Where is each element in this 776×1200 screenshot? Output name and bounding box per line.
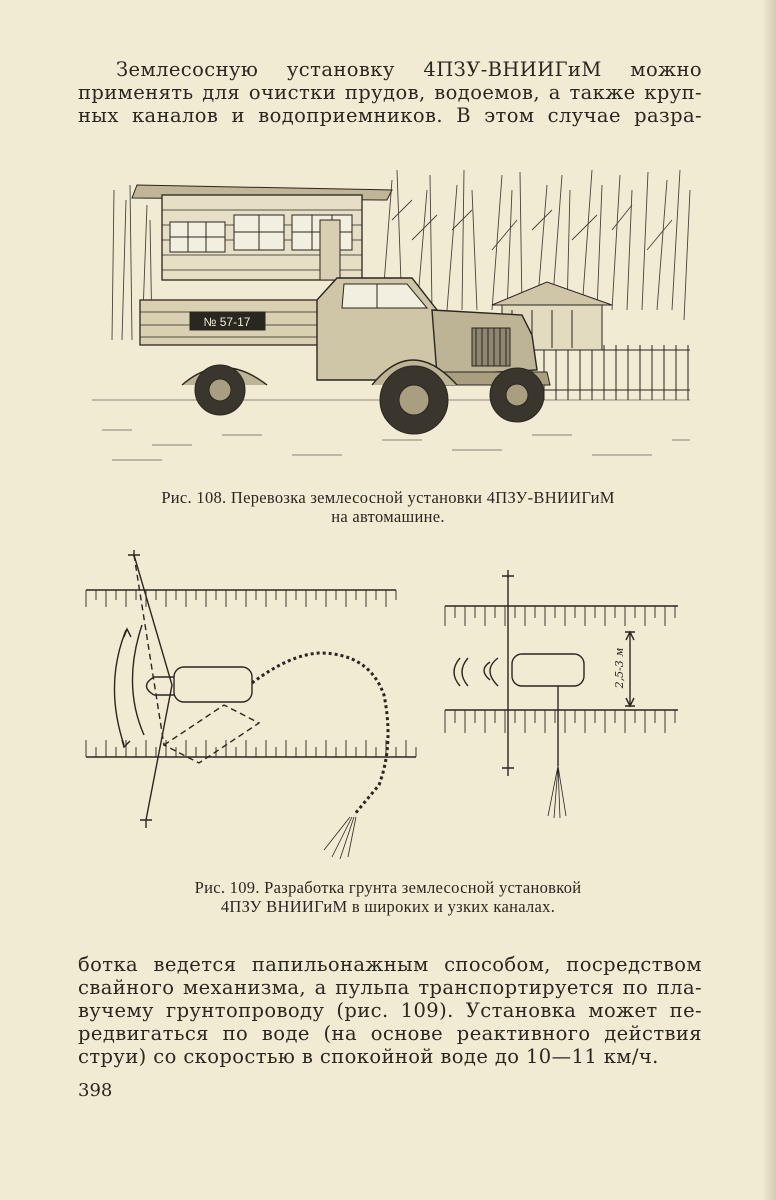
text-line: свайного механизма, а пульпа транспортируется по пла- [78,976,702,999]
figure-108-truck-illustration [92,160,692,470]
truck-plate: № 57-17 [203,315,251,329]
caption-line: на автомашине. [331,507,445,526]
text-line: Землесосную установку 4ПЗУ-ВНИИГиМ можно [116,58,702,81]
figure-109-caption [90,878,686,916]
paragraph-continuation [78,953,702,1068]
figure-109-narrow-channel-diagram [440,568,685,828]
page-number: 398 [78,1080,113,1101]
caption-line: Рис. 108. Перевозка землесосной установки 4ПЗУ-ВНИИГиМ [161,488,615,507]
text-line: редвигаться по воде (на основе реактивного действия [78,1022,702,1045]
text-line: ботка ведется папильонажным способом, посредством [78,953,702,976]
text-line: струи) со скоростью в спокойной воде до 10—11 км/ч. [78,1045,659,1068]
caption-line: Рис. 109. Разработка грунта землесосной установкой [194,878,582,897]
figure-108-caption [90,488,686,526]
text-line: вучему грунтопроводу (рис. 109). Установка может пе- [78,999,702,1022]
figure-109-wide-channel-diagram [84,545,424,865]
page-edge-shadow [762,0,776,1200]
paragraph-intro [78,58,702,127]
caption-line: 4ПЗУ ВНИИГиМ в широких и узких каналах. [220,897,556,916]
dimension-label: 2,5-3 м [613,647,626,689]
text-line: применять для очистки прудов, водоемов, а также круп- [78,81,702,104]
text-line: ных каналов и водоприемников. В этом случае разра- [78,104,702,127]
